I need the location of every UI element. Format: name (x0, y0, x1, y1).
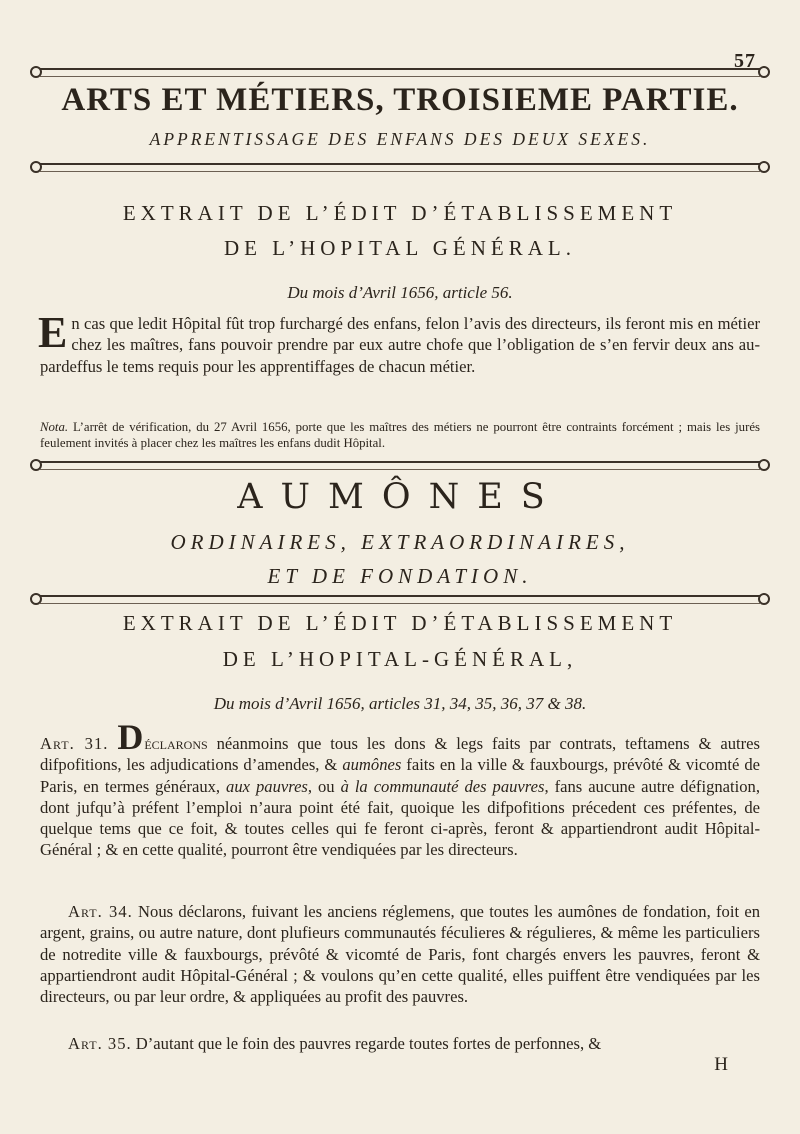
page-title: ARTS ET MÉTIERS, TROISIEME PARTIE. (61, 82, 739, 118)
dropcap: E (38, 308, 68, 357)
nota-note (40, 419, 760, 451)
article-31 (40, 717, 761, 861)
article-35-text: D’autant que le foin des pauvres regarde toutes fortes de perfonnes, & (131, 1034, 602, 1053)
section2-subtitle-line1: ORDINAIRES, EXTRAORDINAIRES, (170, 530, 630, 554)
section1-paragraph (38, 308, 760, 377)
nota-label: Nota. (40, 420, 69, 434)
article-31-text: , fans aucune autre défignation, dont jufqu’à préfent l’emploi n’aura point été fait, quoique les difpofitions précedent ces préfentes, de quelque tems que ce foit, & toutes celles qui fe feront ci-après, feront & appartiendront audit Hôpital-Général ; & en cette qualité, pourront être vendiquées par les directeurs. (40, 776, 760, 860)
article-34 (40, 901, 760, 1007)
signature-mark: H (714, 1054, 728, 1075)
section1-paragraph-text: n cas que ledit Hôpital fût trop furchargé des enfans, felon l’avis des directeurs, ils feront mis en métier chez les maîtres, fans pouvoir prendre par eux autre chofe que l’obligation de s’en fervir deux ans au-pardeffus le tems requis pour les apprentiffages de chacun métier. (40, 314, 760, 376)
article-31-italic: aumônes (342, 755, 402, 775)
article-31-label: Art. 31. (40, 734, 109, 753)
article-31-text: néanmoins que tous les dons & legs faits par contrats, teftamens & autres difpofitions, les adjudications d’amendes, & (40, 734, 760, 775)
article-34-label: Art. 34. (68, 902, 133, 921)
section2-title: AUMÔNES (237, 477, 563, 517)
section2-subtitle-line2: ET DE FONDATION. (267, 564, 533, 588)
page-number: 57 (734, 50, 756, 72)
ornamental-rule (40, 595, 760, 604)
ornamental-rule (40, 163, 760, 172)
section2-heading-line2: DE L’HOPITAL-GÉNÉRAL, (222, 647, 578, 671)
section2-date: Du mois d’Avril 1656, articles 31, 34, 35, 36, 37 & 38. (213, 694, 587, 713)
section1-heading-line2: DE L’HOPITAL GÉNÉRAL. (224, 236, 576, 260)
section1-heading-line1: EXTRAIT DE L’ÉDIT D’ÉTABLISSEMENT (122, 201, 678, 225)
ornamental-rule (40, 461, 760, 470)
top-ornamental-rule (40, 68, 760, 77)
section1-date: Du mois d’Avril 1656, article 56. (287, 283, 513, 302)
dropcap: D (117, 717, 144, 757)
article-31-caps: éclarons (144, 734, 208, 753)
article-34-text: Nous déclarons, fuivant les anciens réglemens, que toutes les aumônes de fondation, foit en argent, grains, ou autre nature, dont plufieurs communautés féculieres & régulieres, & même les particuliers de notredite ville & fauxbourgs, prévôté & vicomté de Paris, font chargés envers les pauvres, feront & appartiendront audit Hôpital-Général ; & voulons qu’en cette qualité, elles puiffent être vendiquées par les directeurs, ou par leur ordre, & appliquées au profit des pauvres. (40, 902, 760, 1007)
article-31-text: faits en la ville & fauxbourgs, prévôté & vicomté de Paris, en termes généraux, (40, 755, 761, 796)
article-35 (40, 1033, 760, 1054)
page-subtitle: APPRENTISSAGE DES ENFANS DES DEUX SEXES. (149, 129, 651, 149)
article-35-label: Art. 35. (68, 1034, 132, 1053)
section2-heading-line1: EXTRAIT DE L’ÉDIT D’ÉTABLISSEMENT (122, 611, 678, 635)
article-31-italic: à la communauté des pauvres (340, 776, 545, 796)
article-31-text: , ou (307, 776, 341, 796)
nota-text: L’arrêt de vérification, du 27 Avril 1656, porte que les maîtres des métiers ne pourront être contraints forcément ; mais les jurés feulement invités à placer chez les maîtres les enfans dudit Hôpital. (40, 420, 760, 450)
article-31-italic: aux pauvres (226, 776, 308, 796)
